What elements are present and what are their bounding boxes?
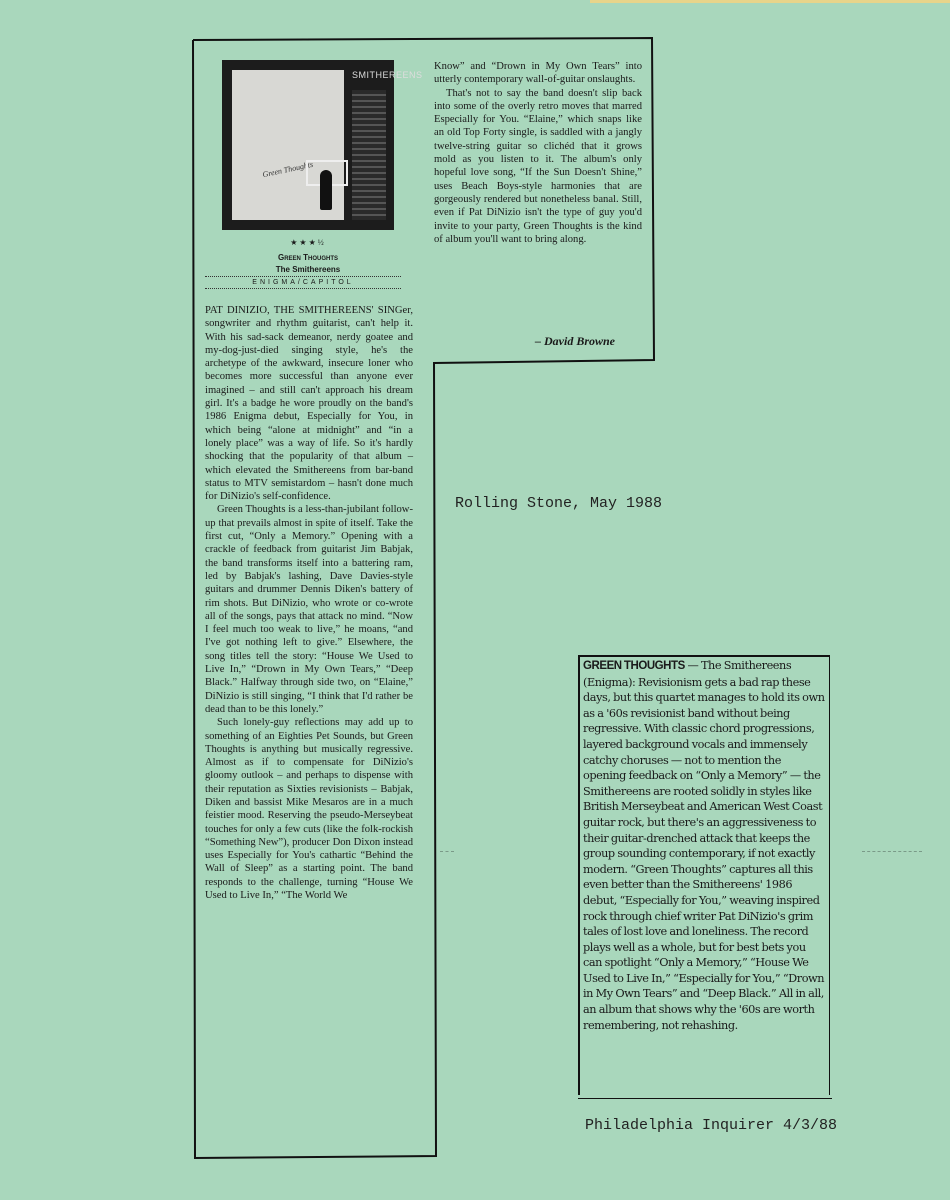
review-lead-in: PAT DINIZIO, THE SMITHEREENS' SING bbox=[205, 305, 403, 316]
review-right-column bbox=[434, 60, 642, 246]
review-paragraph: That's not to say the band doesn't slip back into some of the overly retro moves that marred Especially for You. “Elaine,” which snaps like an old Top Forty single, is saddled with a jangly twelve-string guitar so clichéd that it grows mold as you listen to it. The album's only hopeful love song, “If the Sun Doesn't Shine,” uses Beach Boys-style harmonies that are gorgeously rendered but nonetheless banal. Still, even if Pat DiNizio isn't the type of guy you'd invite to your party, Green Thoughts is the kind of album you'll want to bring along. bbox=[434, 87, 642, 245]
cover-stripes bbox=[352, 90, 386, 220]
cover-title-script: Green Thoughts bbox=[261, 159, 314, 180]
fold-mark-left bbox=[440, 851, 454, 852]
rolling-stone-source-label: Rolling Stone, May 1988 bbox=[455, 495, 663, 512]
album-heading bbox=[222, 252, 394, 276]
inquirer-body: — The Smithereens (Enigma): Revisionism gets a bad rap these days, but this quartet manages to hold its own as a '60s revisionist band without being regressive. With classic chord progressions, layered background vocals and immensely catchy choruses — not to mention the opening feedback on “Only a Memory” — the Smithereens are rooted solidly in styles like British Merseybeat and American West Coast guitar rock, but there's an aggressiveness to their guitar-drenched attack that keeps the group sounding contemporary, if not exactly modern. “Green Thoughts” captures all this even better than the Smithereens' 1986 debut, “Especially for You,” weaving inspired rock through chief writer Pat DiNizio's grim tales of lost love and loneliness. The record plays well as a whole, but for best bets you can spotlight “Only a Memory,” “House We Used to Live In,” “Especially for You,” “Drown in My Own Tears” and “Deep Black.” All in all, an album that shows why the '60s are worth remembering, not rehashing. bbox=[583, 659, 825, 1032]
album-title: Green Thoughts bbox=[277, 253, 338, 262]
record-label: ENIGMA/CAPITOL bbox=[205, 276, 401, 289]
review-paragraph-text: er, songwriter and rhythm guitarist, can't help it. With his sad-sack demeanor, nerdy goatee and my-dog-just-died singing style, he's the archetype of the awkward, insecure loner who becomes more successful than anyone ever imagined – and still can't approach his dream girl. It's a badge he wore proudly on the band's 1986 Enigma debut, Especially for You, in which being “alone at midnight” and “in a lonely place” was a way of life. So it's hardly shocking that the popularity of that album – which elevated the Smithereens from bar-band status to MTV semistardom – hasn't done much for DiNizio's self-confidence. bbox=[205, 305, 413, 503]
inquirer-review bbox=[583, 658, 825, 1033]
review-paragraph: Such lonely-guy reflections may add up to something of an Eighties Pet Sounds, but Green Thoughts is anything but musically regressive. Almost as if to compensate for DiNizio's gloomy outlook – and perhaps to dispense with their reputation as Sixties revisionists – Babjak, Diken and bassist Mike Mesaros are in a much feistier mood. Reserving the pseudo-Merseybeat touches for only a few cuts (like the folk-rockish “Something New”), producer Don Dixon instead uses Especially for You's cathartic “Behind the Wall of Sleep” as a starting point. The band responds to the challenge, turning “House We Used to Live In,” “The World We bbox=[205, 717, 413, 902]
review-byline: – David Browne bbox=[535, 334, 616, 348]
inquirer-headline: GREEN THOUGHTS bbox=[583, 660, 685, 672]
star-rating: ★★★½ bbox=[290, 238, 326, 247]
review-paragraph: Know” and “Drown in My Own Tears” into utterly contemporary wall-of-guitar onslaughts. bbox=[434, 61, 642, 86]
inquirer-source-label: Philadelphia Inquirer 4/3/88 bbox=[585, 1117, 838, 1134]
cover-figure bbox=[320, 170, 332, 210]
review-paragraph bbox=[205, 304, 413, 503]
album-cover-image bbox=[222, 60, 423, 230]
fold-mark-right bbox=[862, 851, 922, 852]
review-paragraph: Green Thoughts is a less-than-jubilant follow-up that prevails almost in spite of itself. Take the first cut, “Only a Memory.” Opening with a crackle of feedback from guitarist Jim Babjak, the band transforms itself into a battering ram, led by Babjak's lashing, Dave Davies-style guitars and drummer Dennis Diken's battery of rim shots. But DiNizio, who wrote or co-wrote all of the songs, pays that attack no mind. “Now I feel much too weak to live,” he moans, “and I've got nothing left to give.” Elsewhere, the song titles tell the story: “House We Used to Live In,” “Drown in My Own Tears,” “Deep Black.” Halfway through side two, on “Elaine,” DiNizio is still singing, “I think that I'd rather be dead than to be this lonely.” bbox=[205, 504, 413, 715]
album-band: The Smithereens bbox=[275, 265, 341, 274]
inquirer-bottom-rule bbox=[578, 1098, 832, 1099]
cover-band-logo: SMITHEREENS bbox=[352, 70, 423, 80]
review-left-column bbox=[205, 304, 413, 902]
